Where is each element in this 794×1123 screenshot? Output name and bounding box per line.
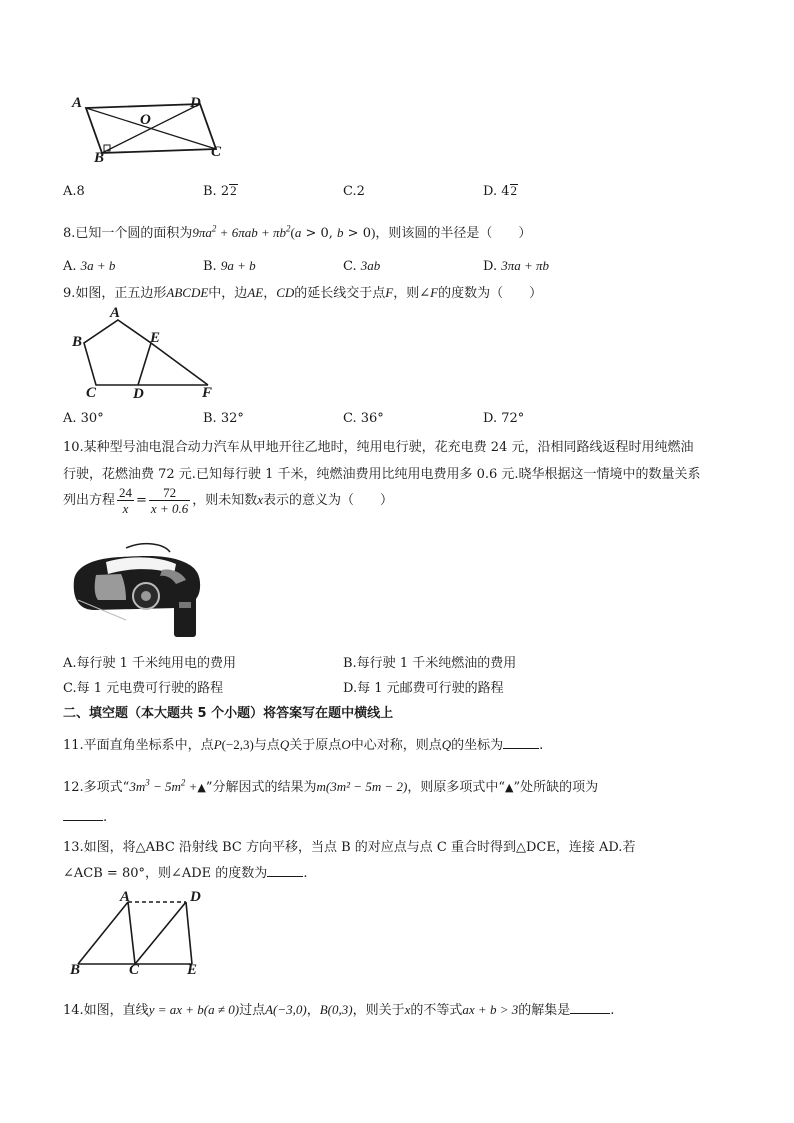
q7-label-a: A xyxy=(72,95,83,111)
q10-choice-a: A.每行驶 1 千米纯用电的费用 xyxy=(63,656,237,671)
q9-stem: 9.如图，正五边形ABCDE中，边AE，CD的延长线交于点F，则∠F的度数为（ ） xyxy=(63,285,543,301)
q7-label-b: B xyxy=(94,150,105,166)
q7-label-c: C xyxy=(211,144,222,160)
q7-choice-d: D. 42 xyxy=(483,183,517,199)
q10-choice-b: B.每行驶 1 千米纯燃油的费用 xyxy=(343,656,517,671)
answer-blank xyxy=(570,1001,610,1014)
q8-choice-b: B. 9a + b xyxy=(203,258,256,274)
q12-answer-line: . xyxy=(63,808,107,825)
q9-choice-c: C. 36° xyxy=(343,411,384,426)
q7-choice-c: C.2 xyxy=(343,184,365,199)
car-charging-image xyxy=(66,540,216,640)
q10-choice-c: C.每 1 元电费可行驶的路程 xyxy=(63,681,224,696)
q9-label-d: D xyxy=(133,386,144,402)
q9-choice-b: B. 32° xyxy=(203,411,244,426)
q10-choice-d: D.每 1 元邮费可行驶的路程 xyxy=(343,681,504,696)
q8-stem: 8.已知一个圆的面积为$9\pi a^2 + 6\pi ab + \pi b^2(a > 0$, b > 0)，则该圆的半径是（ ） xyxy=(63,223,532,241)
sqrt-symbol: 2 xyxy=(510,183,517,198)
q7-label-d: D xyxy=(190,95,201,111)
q9-label-a: A xyxy=(110,305,121,321)
q8-choice-d: D. 3πa + πb xyxy=(483,258,550,274)
fraction-72-over-x-plus: $\frac{72}{x + 0.6}$ xyxy=(150,485,189,516)
q7-choice-a: A.8 xyxy=(63,184,85,199)
answer-blank xyxy=(267,864,303,877)
sqrt-symbol: 2 xyxy=(230,183,237,198)
q10-line-1: 10.某种型号油电混合动力汽车从甲地开往乙地时，纯用电行驶，花充电费 24 元，沿相同路线返程时用纯燃油 xyxy=(63,440,694,455)
q8-choice-c: C. 3ab xyxy=(343,258,381,274)
q9-label-f: F xyxy=(202,385,213,401)
q12-stem: 12.多项式“$3m^3 - 5m^2$ +▲”分解因式的结果为m(3m² − 5m − 2)，则原多项式中“▲”处所缺的项为 xyxy=(63,777,599,795)
answer-blank xyxy=(503,736,539,749)
q13-label-b: B xyxy=(70,962,81,978)
q14-stem: 14.如图，直线y = ax + b(a ≠ 0)过点A(−3,0)，B(0,3)，则关于x的不等式ax + b > 3的解集是 . xyxy=(63,1002,615,1018)
q13-label-c: C xyxy=(129,962,140,978)
q7-choice-b: B. 22 xyxy=(203,183,237,199)
q13-line-1: 13.如图，将△ABC 沿射线 BC 方向平移，当点 B 的对应点与点 C 重合时得到△DCE，连接 AD.若 xyxy=(63,840,636,855)
section-2-heading: 二、填空题（本大题共 5 个小题）将答案写在题中横线上 xyxy=(63,706,394,721)
q9-label-b: B xyxy=(72,334,83,350)
q9-choice-d: D. 72° xyxy=(483,411,525,426)
q7-label-o: O xyxy=(140,112,151,128)
q13-line-2: ∠ACB = 80°，则∠ADE 的度数为 . xyxy=(63,866,308,881)
q13-label-e: E xyxy=(187,962,198,978)
q10-line-2: 行驶，花燃油费 72 元.已知每行驶 1 千米，纯燃油费用比纯用电费用多 0.6 元.晓华根据这一情境中的数量关系 xyxy=(63,467,701,482)
q9-label-c: C xyxy=(86,385,97,401)
q13-label-d: D xyxy=(190,889,201,905)
q11-stem: 11.平面直角坐标系中，点P(−2,3)与点Q关于原点O中心对称，则点Q的坐标为 . xyxy=(63,737,544,753)
q10-line-3: 列出方程 $\frac{24}{x}$ = $\frac{72}{x + 0.6}$ ，则未知数x表示的意义为（ ） xyxy=(63,485,394,516)
q8-choice-a: A. 3a + b xyxy=(63,258,116,274)
fraction-24-over-x: $\frac{24}{x}$ xyxy=(119,485,133,516)
q9-choice-a: A. 30° xyxy=(63,411,104,426)
q9-label-e: E xyxy=(150,330,161,346)
q13-label-a: A xyxy=(120,889,131,905)
